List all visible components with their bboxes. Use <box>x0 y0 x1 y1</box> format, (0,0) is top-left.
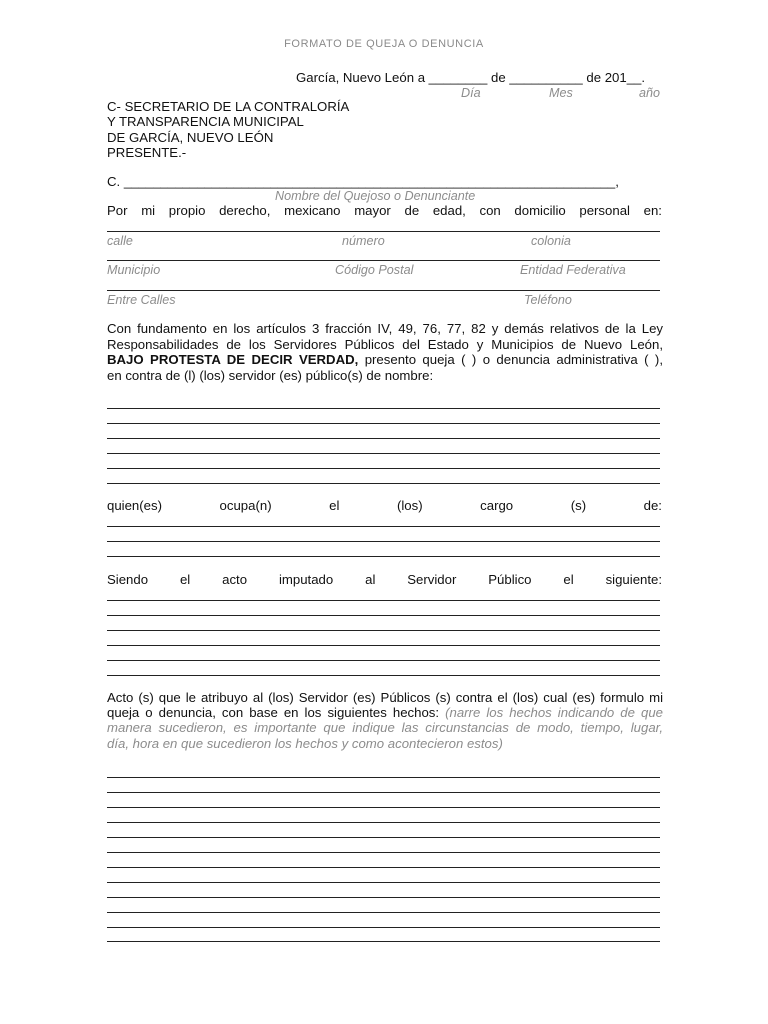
position-blank-line[interactable] <box>107 526 660 527</box>
act-word: siguiente: <box>605 572 663 587</box>
form-header: FORMATO DE QUEJA O DENUNCIA <box>284 38 484 50</box>
municipality-hint: Municipio <box>107 263 161 277</box>
position-word: ocupa(n) <box>219 498 272 513</box>
position-blank-line[interactable] <box>107 541 660 542</box>
position-word: (s) <box>570 498 587 513</box>
domicile-word: mexicano <box>284 203 341 218</box>
act-word: acto <box>222 572 248 587</box>
officials-blank-line[interactable] <box>107 423 660 424</box>
facts-hint-2: manera sucedieron, es importante que indique las circunstancias de modo, tiempo, lugar, <box>107 720 663 736</box>
neighborhood-hint: colonia <box>531 234 571 248</box>
open-paren: ( <box>445 705 450 721</box>
protest-statement: BAJO PROTESTA DE DECIR VERDAD, <box>107 352 359 367</box>
legal-line-3 <box>107 352 663 368</box>
postal-code-hint: Código Postal <box>335 263 414 277</box>
act-word: Servidor <box>407 572 457 587</box>
facts-intro-text: queja o denuncia, con base en los siguientes hechos: <box>107 705 446 721</box>
facts-blank-line[interactable] <box>107 852 660 853</box>
act-blank-line[interactable] <box>107 660 660 661</box>
legal-line-1: Con fundamento en los artículos 3 fracción IV, 49, 76, 77, 82 y demás relativos de la Ley <box>107 321 663 336</box>
officials-blank-line[interactable] <box>107 453 660 454</box>
act-word: el <box>179 572 191 587</box>
domicile-word: propio <box>168 203 206 218</box>
facts-blank-line[interactable] <box>107 867 660 868</box>
act-word: al <box>365 572 376 587</box>
facts-line-4 <box>107 736 663 751</box>
act-blank-line[interactable] <box>107 615 660 616</box>
number-hint: número <box>342 234 385 248</box>
legal-paragraph <box>107 321 663 383</box>
name-line: C. ___________________________________________________________________, <box>107 174 619 189</box>
facts-blank-line[interactable] <box>107 927 660 928</box>
facts-paragraph <box>107 690 663 751</box>
domicile-word: mi <box>141 203 156 218</box>
address-blank-line-2[interactable] <box>107 260 660 261</box>
act-word: Público <box>488 572 532 587</box>
date-line: García, Nuevo León a ________ de __________ de 201__. <box>296 70 646 85</box>
position-blank-line[interactable] <box>107 556 660 557</box>
domicile-word: Por <box>107 203 128 218</box>
facts-line-1: Acto (s) que le atribuyo al (los) Servidor (es) Públicos (s) contra el (los) cual (es) formulo mi <box>107 690 663 705</box>
name-hint: Nombre del Quejoso o Denunciante <box>275 189 476 203</box>
position-word: quien(es) <box>107 498 162 513</box>
position-word: (los) <box>396 498 423 513</box>
month-hint: Mes <box>549 86 573 100</box>
facts-blank-line[interactable] <box>107 882 660 883</box>
domicile-word: derecho, <box>219 203 271 218</box>
act-blank-line[interactable] <box>107 600 660 601</box>
close-paren: ) <box>498 735 503 751</box>
domicile-word: con <box>479 203 501 218</box>
state-hint: Entidad Federativa <box>520 263 626 277</box>
facts-blank-line[interactable] <box>107 792 660 793</box>
address-blank-line-3[interactable] <box>107 290 660 291</box>
street-hint: calle <box>107 234 133 248</box>
legal-line-4: en contra de (l) (los) servidor (es) público(s) de nombre: <box>107 367 434 383</box>
phone-hint: Teléfono <box>524 293 572 307</box>
domicile-word: de <box>404 203 420 218</box>
day-hint: Día <box>461 86 481 100</box>
addressee-line-3: DE GARCÍA, NUEVO LEÓN <box>107 130 274 145</box>
act-word: Siendo <box>107 572 149 587</box>
domicile-line <box>107 203 662 219</box>
domicile-word: personal <box>579 203 630 218</box>
facts-blank-line[interactable] <box>107 941 660 942</box>
act-word: imputado <box>278 572 334 587</box>
facts-blank-line[interactable] <box>107 822 660 823</box>
addressee-line-2: Y TRANSPARENCIA MUNICIPAL <box>107 114 304 129</box>
addressee-line-4: PRESENTE.- <box>107 145 187 160</box>
act-word: el <box>563 572 574 587</box>
domicile-word: en: <box>643 203 662 218</box>
facts-hint-3: día, hora en que sucedieron los hechos y como acontecieron estos <box>107 735 499 751</box>
address-blank-line-1[interactable] <box>107 231 660 232</box>
act-line <box>107 572 662 588</box>
act-blank-line[interactable] <box>107 645 660 646</box>
facts-hint-1: narre los hechos indicando de que <box>449 705 663 721</box>
act-blank-line[interactable] <box>107 630 660 631</box>
domicile-word: edad, <box>432 203 466 218</box>
position-word: el <box>329 498 340 513</box>
position-line <box>107 498 662 514</box>
year-hint: año <box>639 86 661 100</box>
facts-blank-line[interactable] <box>107 807 660 808</box>
domicile-word: domicilio <box>514 203 566 218</box>
domicile-word: mayor <box>354 203 391 218</box>
officials-blank-line[interactable] <box>107 468 660 469</box>
facts-blank-line[interactable] <box>107 912 660 913</box>
between-streets-hint: Entre Calles <box>107 293 176 307</box>
facts-blank-line[interactable] <box>107 897 660 898</box>
position-word: de: <box>643 498 662 513</box>
position-word: cargo <box>480 498 514 513</box>
legal-line-2: Responsabilidades de los Servidores Públicos del Estado y Municipios de Nuevo León, <box>107 336 663 352</box>
facts-blank-line[interactable] <box>107 837 660 838</box>
complaint-type-text: presento queja ( ) o denuncia administrativa ( ), <box>358 352 663 367</box>
officials-blank-line[interactable] <box>107 483 660 484</box>
officials-blank-line[interactable] <box>107 438 660 439</box>
officials-blank-line[interactable] <box>107 408 660 409</box>
act-blank-line[interactable] <box>107 675 660 676</box>
facts-line-2 <box>107 705 663 720</box>
addressee-line-1: C- SECRETARIO DE LA CONTRALORÍA <box>107 99 350 114</box>
facts-blank-line[interactable] <box>107 777 660 778</box>
